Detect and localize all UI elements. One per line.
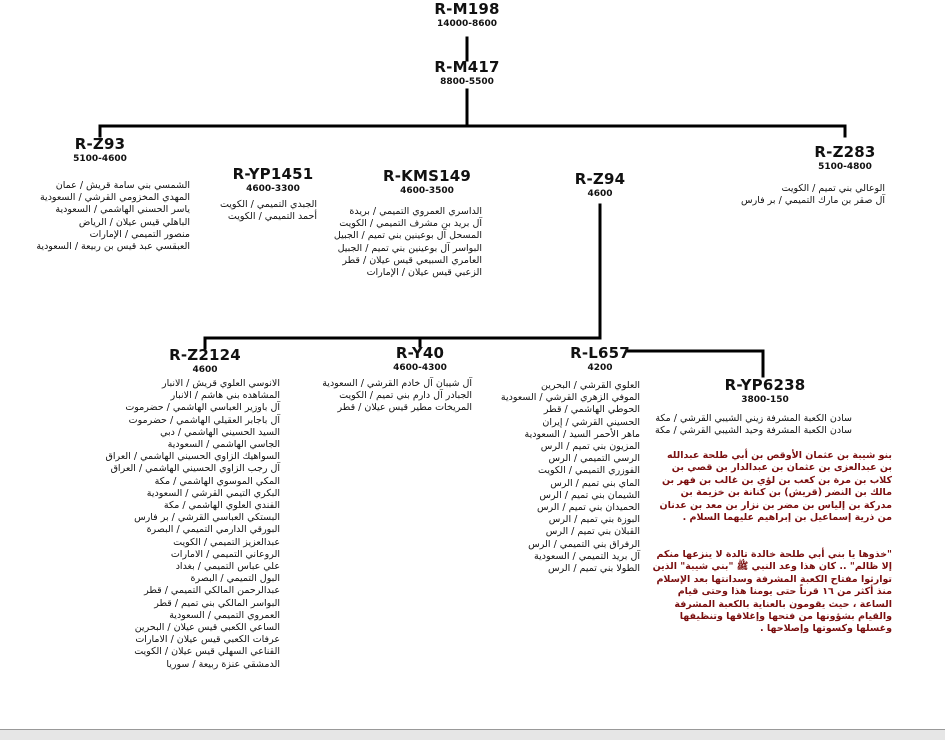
list-item: الداسري العمروي التميمي / بريدة <box>349 206 482 217</box>
node-range: 4600-4300 <box>393 363 447 373</box>
list-item: آل بريد التميمي / السعودية <box>534 550 640 562</box>
list-item: البول التميمي / البصرة <box>190 573 280 585</box>
list-item: البكري التيمي القرشي / السعودية <box>146 487 280 499</box>
list-item: الشمسي بني سامة قريش / عمان <box>55 180 190 191</box>
list-item: ماهر الأحمر السيد / السعودية <box>524 428 640 440</box>
list-item: البواسر آل بوعينين بني تميم / الجبيل <box>337 242 482 254</box>
list-item: الحميدان بني تميم / الرس <box>536 502 640 514</box>
list-item: المكي الموسوي الهاشمي / مكة <box>154 475 280 487</box>
quote-note <box>652 549 892 636</box>
bottom-edge-bar <box>0 729 945 740</box>
list-item: السواهيك الزاوي الحسيني الهاشمي / العراق <box>105 451 280 463</box>
lineage-text: بنو شيبة بن عثمان الأوقص بن أبي طلحة عبدالله بن عبدالعزى بن عثمان بن عبدالدار بن قصي بن كلاب بن مرة بن كعب بن لؤي بن غالب بن فهر بن مالك بن النضر (قريش) بن كنانة بن خزيمة بن مدركة بن إلياس بن مضر بن نزار بن معد بن عدنان من ذرية إسماعيل بن إبراهيم عليهما السلام . <box>659 450 892 524</box>
list-item: ياسر الحسني الهاشمي / السعودية <box>55 204 190 216</box>
list-item: علي عباس التميمي / بغداد <box>175 561 280 573</box>
node-label: R-Y40 <box>395 344 445 362</box>
node-range: 4200 <box>587 363 613 373</box>
list-item: الفندي العلوي الهاشمي / مكة <box>163 500 280 512</box>
list-kms149 <box>334 206 482 279</box>
list-item: آل بريد بن مشرف التميمي / الكويت <box>339 218 482 230</box>
list-item: الساعي الكعبي قيس عيلان / البحرين <box>134 622 280 634</box>
list-item: منصور التميمي / الإمارات <box>89 228 190 240</box>
node-range: 8800-5500 <box>440 77 494 87</box>
node-label: R-KMS149 <box>382 167 472 185</box>
list-y40 <box>322 378 472 415</box>
list-item: المزيون بني تميم / الرس <box>540 441 640 453</box>
list-item: سادن الكعبة المشرفة وحيد الشيبي القرشي / مكة <box>655 425 852 437</box>
list-item: الوعالي بني تميم / الكويت <box>781 183 885 194</box>
list-yp6238 <box>655 413 852 437</box>
list-item: العمروي التميمي / السعودية <box>169 609 280 621</box>
list-item: الانوسي العلوي قريش / الانبار <box>162 378 280 389</box>
node-label: R-Z283 <box>814 143 876 161</box>
list-item: آل صقر بن مارك التميمي / بر فارس <box>741 195 885 207</box>
list-item: الموفي الزهري القرشي / السعودية <box>500 392 640 404</box>
node-range: 5100-4600 <box>73 154 127 164</box>
list-item: البستكي العباسي القرشي / بر فارس <box>134 512 280 524</box>
list-item: الباهلي قيس عيلان / الرياض <box>78 216 190 228</box>
list-item: القبلان بني تميم / الرس <box>545 526 640 538</box>
list-item: عبدالرحمن المالكي التميمي / قطر <box>144 585 280 597</box>
node-range: 4600 <box>192 365 218 375</box>
node-range: 3800-150 <box>741 395 789 405</box>
list-z2124 <box>105 378 280 671</box>
list-item: آل شيبان آل خادم القرشي / السعودية <box>322 378 472 389</box>
node-z93 <box>55 135 145 164</box>
node-label: R-Z93 <box>74 135 126 153</box>
node-range: 4600-3300 <box>246 184 300 194</box>
list-item: الرفراق بني التميمي / الرس <box>528 538 640 550</box>
list-item: آل رجب الزاوي الحسيني الهاشمي / العراق <box>110 463 280 475</box>
list-item: السيد الحسيني الهاشمي / دبي <box>160 426 280 438</box>
node-m417 <box>417 58 517 87</box>
list-item: آل باوزير العباسي الهاشمي / حضرموت <box>125 402 280 414</box>
list-item: الدمشقي عنزة ربيعة / سوريا <box>166 658 280 670</box>
list-z93 <box>36 180 190 253</box>
list-item: عبدالعزيز التميمي / الكويت <box>173 536 280 548</box>
node-label: R-Z2124 <box>169 346 241 364</box>
list-item: الجبدي التميمي / الكويت <box>219 199 317 210</box>
list-item: الفوزري التميمي / الكويت <box>538 465 640 477</box>
node-yp6238 <box>710 376 820 405</box>
node-range: 4600-3500 <box>400 186 454 196</box>
list-item: الجاسي الهاشمي / السعودية <box>167 439 280 451</box>
list-item: المريخات مطير قيس عيلان / قطر <box>337 402 472 414</box>
list-yp1451 <box>220 199 317 223</box>
list-item: القناعي السهلي قيس عيلان / الكويت <box>134 646 280 658</box>
list-item: الحوطي الهاشمي / قطر <box>543 404 640 416</box>
list-item: البوزة بني تميم / الرس <box>548 514 640 526</box>
list-item: الجبادر آل دارم بني تميم / الكويت <box>339 390 472 402</box>
list-item: العبقسي عبد قيس بن ربيعة / السعودية <box>36 241 190 253</box>
list-item: الزعبي قيس عيلان / الإمارات <box>366 267 482 279</box>
list-item: آل باجابر العقيلي الهاشمي / حضرموت <box>128 414 280 426</box>
list-item: الماي بني تميم / الرس <box>550 477 640 489</box>
list-item: أحمد التميمي / الكويت <box>227 211 317 223</box>
lineage-note <box>652 450 892 524</box>
node-m198 <box>417 0 517 29</box>
node-z2124 <box>160 346 250 375</box>
node-yp1451 <box>218 165 328 194</box>
node-z94 <box>560 170 640 199</box>
list-item: البورقي الدارمي التميمي / البصرة <box>146 524 280 536</box>
node-label: R-M198 <box>434 0 500 18</box>
list-item: العامري السبيعي قيس عيلان / قطر <box>342 254 482 266</box>
list-item: سادن الكعبة المشرفة زيني الشيبي القرشي / مكة <box>655 413 852 424</box>
list-item: عرفات الكعبي قيس عيلان / الامارات <box>135 634 280 646</box>
list-item: العلوي القرشي / البحرين <box>541 380 640 391</box>
node-label: R-YP6238 <box>724 376 806 394</box>
node-y40 <box>380 344 460 373</box>
list-l657 <box>501 380 640 575</box>
list-item: المهدي المخزومي القرشي / السعودية <box>39 192 190 204</box>
node-label: R-YP1451 <box>232 165 314 183</box>
node-range: 5100-4800 <box>818 162 872 172</box>
node-label: R-M417 <box>434 58 500 76</box>
list-item: الروعاني التميمي / الامارات <box>170 548 280 560</box>
list-item: المشاهده بني هاشم / الانبار <box>170 390 280 402</box>
node-kms149 <box>372 167 482 196</box>
list-item: الحسيني القرشي / إيران <box>542 416 640 428</box>
quote-text: "خذوها يا بني أبي طلحة خالدة تالدة لا ينزعها منكم إلا ظالم" .. كان هذا وعد النبي ﷺ "بني شيبة" الذين توارثوا مفتاح الكعبة المشرفة وسدانتها بعد الإسلام منذ أكثر من ١٦ قرناً حتى يومنا هذا وحتى قيام الساعة ، حيث يقومون بالعناية بالكعبة المشرفة والقيام بشؤونها من فتحها وإغلاقها وتنظيفها وغسلها وكسوتها وإصلاحها . <box>652 549 892 635</box>
node-range: 4600 <box>587 189 613 199</box>
node-label: R-L657 <box>570 344 630 362</box>
node-range: 14000-8600 <box>436 19 498 29</box>
node-z283 <box>800 143 890 172</box>
list-item: البواسر المالكي بني تميم / قطر <box>154 597 280 609</box>
node-l657 <box>560 344 640 373</box>
list-item: الشيمان بني تميم / الرس <box>539 489 640 501</box>
list-item: المسحل آل بوعينين بني تميم / الجبيل <box>333 230 482 242</box>
list-item: الطولا بني تميم / الرس <box>547 563 640 575</box>
node-label: R-Z94 <box>574 170 626 188</box>
list-z283 <box>741 183 885 207</box>
list-item: الرسي التميمي / الرس <box>548 453 640 465</box>
